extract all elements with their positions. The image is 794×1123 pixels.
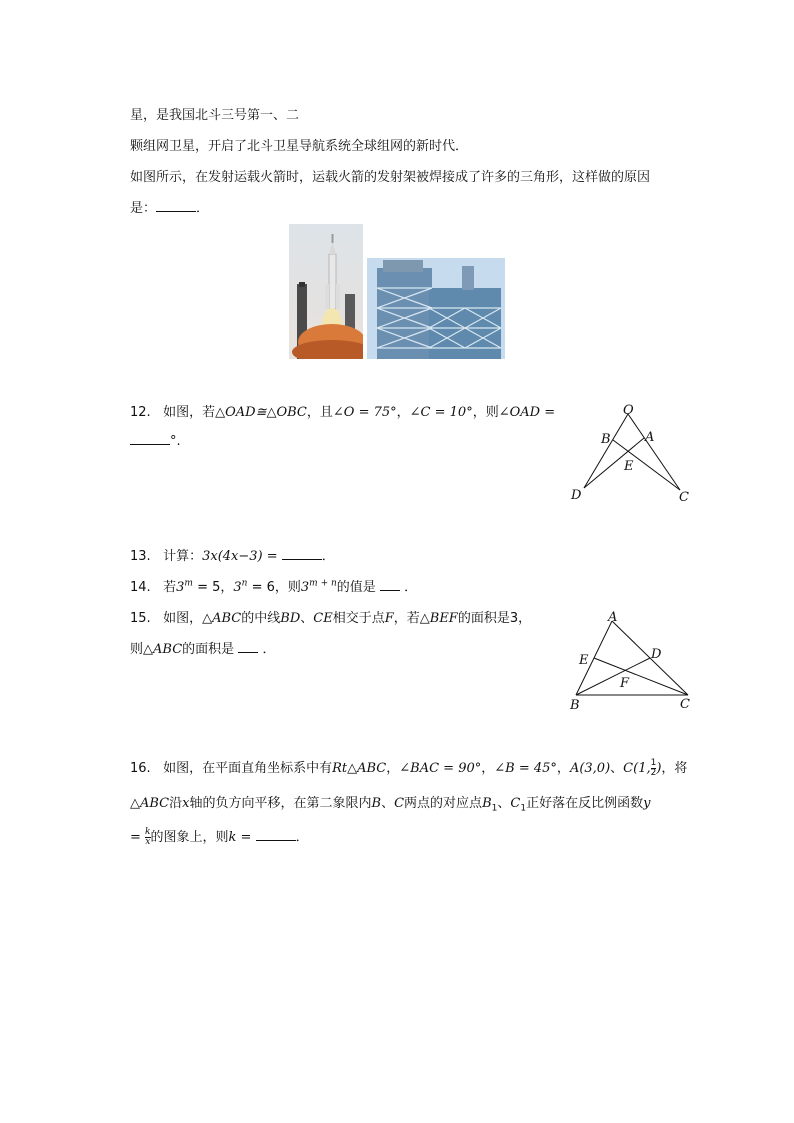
question-15 (130, 607, 531, 626)
question-16-y: y (643, 796, 651, 811)
rocket-launch-photo (289, 224, 363, 359)
question-12-text-c: ，且 (306, 405, 333, 420)
question-16-angle-bac: ∠BAC = 90° (399, 761, 482, 776)
question-13-expression: 3x(4x−3) = (202, 549, 278, 564)
question-16-point-c-close: ) (656, 761, 662, 776)
label-e: E (624, 459, 634, 474)
question-16-k-equals: k = (228, 830, 252, 845)
question-12-number: 12. (130, 405, 151, 420)
question-12-congruence: △OAD≅△OBC (215, 405, 307, 420)
question-15-text-a: 如图， (163, 611, 203, 626)
question-15-text-d: ，若 (393, 611, 420, 626)
power-3-exponent: m + n (309, 578, 337, 589)
question-12-text-e: ， (396, 405, 410, 420)
question-16-rt-triangle: Rt△ABC (332, 761, 387, 776)
power-1-exponent: m (184, 578, 193, 589)
question-12 (130, 401, 555, 420)
question-16-equals: = (130, 830, 141, 845)
answer-blank[interactable] (282, 547, 322, 560)
question-16-line-2-d: 、 (381, 796, 395, 811)
question-15-line-2-a: 则 (130, 642, 144, 657)
question-15-median-ce: CE (313, 611, 333, 626)
intro-line-3: 如图所示，在发射运载火箭时，运载火箭的发射架被焊接成了许多的三角形，这样做的原因 (130, 170, 651, 185)
question-12-angle-o: ∠O = 75° (332, 405, 397, 420)
question-12-angle-oad: ∠OAD = (498, 405, 556, 420)
label-a: A (608, 610, 618, 625)
question-15-line-2 (130, 638, 275, 657)
question-16-point-c-open: C(1, (623, 761, 651, 776)
question-15-sep: 、 (300, 611, 314, 626)
label-o: O (623, 403, 634, 418)
question-14-text-b: 的值是 (336, 580, 376, 595)
question-16-number: 16. (130, 761, 151, 776)
question-16-line-2-b: 沿 (169, 796, 183, 811)
question-14-text-a: 若 (163, 580, 177, 595)
question-13 (130, 545, 335, 564)
intro-line-4-suffix: ． (196, 201, 210, 216)
question-12-line-2 (130, 432, 181, 449)
question-16-line-3 (130, 826, 309, 847)
rocket-launch-image (289, 224, 363, 359)
question-16-point-b1: B (482, 796, 492, 811)
fraction-denominator: 2 (650, 768, 657, 778)
q12-triangle-figure (560, 398, 700, 508)
fraction-numerator: 1 (650, 758, 657, 768)
question-16-b1-subscript: 1 (491, 803, 498, 814)
question-14-eq-1: = 5， (192, 580, 234, 595)
question-16-line-3-a: 的图象上，则 (150, 830, 229, 845)
launch-tower-image (367, 258, 505, 359)
question-16-line-1-c: ， (481, 761, 495, 776)
label-b: B (570, 698, 580, 713)
question-16-c1-subscript: 1 (520, 803, 527, 814)
question-15-text-b: 的中线 (241, 611, 281, 626)
label-d: D (571, 488, 582, 503)
question-16-point-a: A(3,0) (569, 761, 611, 776)
answer-blank[interactable] (156, 199, 196, 212)
question-14-suffix: ． (404, 580, 418, 595)
question-14-number: 14. (130, 580, 151, 595)
question-16-line-1-d: ， (556, 761, 570, 776)
label-c: C (680, 697, 690, 712)
label-f: F (620, 676, 630, 691)
question-15-suffix: ． (262, 642, 276, 657)
question-12-text-a: 如图，若 (163, 405, 216, 420)
question-16-line-1-b: ， (386, 761, 400, 776)
intro-line-4 (130, 197, 209, 216)
label-b: B (601, 432, 611, 447)
power-2-base: 3 (233, 580, 242, 595)
question-15-median-bd: BD (280, 611, 301, 626)
label-e: E (579, 653, 589, 668)
question-16-line-2-e: 两点的对应点 (404, 796, 483, 811)
line-ad (584, 438, 644, 488)
question-16-line-2-f: 、 (497, 796, 511, 811)
question-16-angle-b: ∠B = 45° (494, 761, 557, 776)
question-13-suffix: ． (321, 549, 335, 564)
question-15-triangle-bef: △BEF (419, 611, 458, 626)
power-1-base: 3 (176, 580, 185, 595)
question-15-triangle-abc-2: △ABC (143, 642, 183, 657)
question-16-point-c1: C (510, 796, 521, 811)
question-14-eq-2: = 6，则 (247, 580, 301, 595)
question-14 (130, 576, 417, 595)
launch-tower-photo (367, 258, 505, 359)
question-16-line-1-f: ，将 (661, 761, 688, 776)
q15-triangle-figure (562, 605, 702, 715)
intro-line-1: 星，是我国北斗三号第一、二 (130, 108, 300, 123)
question-13-number: 13. (130, 549, 151, 564)
label-a: A (645, 430, 655, 445)
question-16-line-1-a: 如图，在平面直角坐标系中有 (163, 761, 333, 776)
question-15-text-e: 的面积是3， (457, 611, 532, 626)
median-ce (594, 658, 688, 695)
question-13-text: 计算： (163, 549, 203, 564)
question-12-suffix: °. (170, 434, 181, 449)
question-16-line-2 (130, 792, 650, 814)
question-16-point-c: C (394, 796, 405, 811)
answer-blank[interactable] (130, 432, 170, 445)
question-16 (130, 757, 687, 778)
power-2-exponent: n (241, 578, 248, 589)
question-12-angle-c: ∠C = 10° (409, 405, 473, 420)
question-15-point-f: F (384, 611, 394, 626)
question-15-line-2-b: 的面积是 (182, 642, 235, 657)
question-15-triangle-abc: △ABC (202, 611, 242, 626)
question-16-triangle-abc: △ABC (130, 796, 170, 811)
question-16-x-axis: x (182, 796, 190, 811)
question-12-text-g: ，则 (472, 405, 499, 420)
question-16-line-1-e: 、 (610, 761, 624, 776)
label-c: C (679, 490, 689, 505)
x-denominator: x (145, 837, 151, 847)
intro-line-2: 颗组网卫星，开启了北斗卫星导航系统全球组网的新时代． (130, 139, 469, 154)
answer-blank[interactable] (238, 640, 258, 653)
line-od (584, 414, 628, 488)
question-16-line-2-g: 正好落在反比例函数 (526, 796, 644, 811)
k-numerator: k (145, 827, 151, 837)
question-15-number: 15. (130, 611, 151, 626)
question-16-suffix: ． (295, 830, 309, 845)
line-oc (628, 414, 680, 490)
intro-line-4-prefix: 是： (130, 201, 157, 216)
answer-blank[interactable] (380, 578, 400, 591)
question-15-text-c: 相交于点 (332, 611, 385, 626)
answer-blank[interactable] (256, 828, 296, 841)
power-3-base: 3 (300, 580, 310, 595)
question-16-line-2-c: 轴的负方向平移，在第二象限内 (189, 796, 372, 811)
question-16-point-b: B (371, 796, 382, 811)
label-d: D (651, 647, 662, 662)
